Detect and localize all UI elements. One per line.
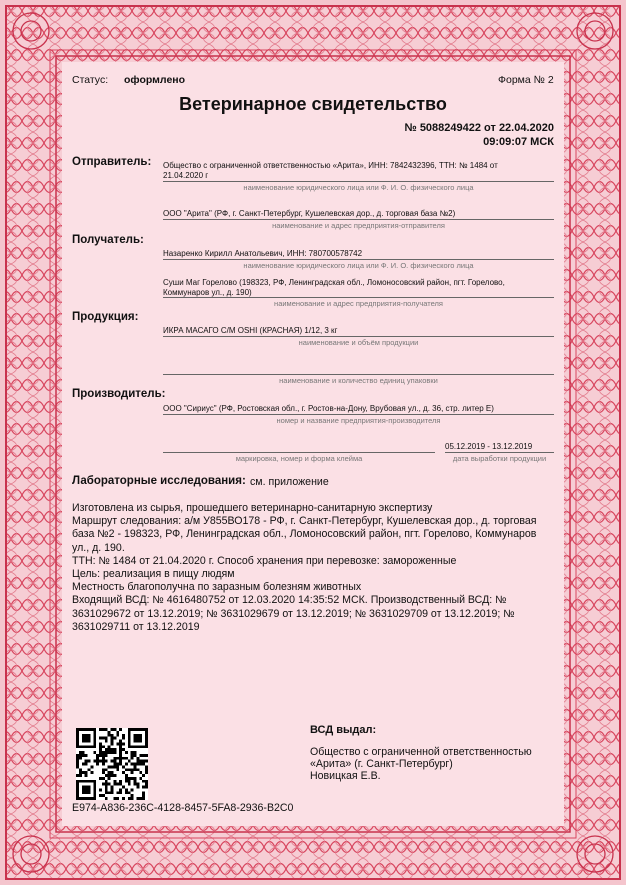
producer-name: ООО "Сириус" (РФ, Ростовская обл., г. Ростов-на-Дону, Врубовая ул., д. 36, стр. литер Е) xyxy=(163,404,494,413)
sender-enterprise: ООО "Арита" (РФ, г. Санкт-Петербург, Кушелевская дор., д. торговая база №2) xyxy=(163,209,456,218)
sender-legal-line2: 21.04.2020 г xyxy=(163,171,209,180)
recipient-enterprise-line2: Коммунаров ул., д. 190) xyxy=(163,288,252,297)
production-dates-caption: дата выработки продукции xyxy=(452,454,547,463)
production-dates: 05.12.2019 - 13.12.2019 xyxy=(445,442,533,451)
marking-caption: маркировка, номер и форма клейма xyxy=(235,454,363,463)
producer-label: Производитель: xyxy=(72,388,166,400)
certificate-time: 09:09:07 МСК xyxy=(483,136,554,148)
lab-value: см. приложение xyxy=(250,476,329,488)
sender-legal-line1: Общество с ограниченной ответственностью «Арита», ИНН: 7842432396, ТТН: № 1484 от xyxy=(163,161,498,170)
recipient-enterprise-line1: Суши Маг Горелово (198323, РФ, Ленинградская обл., Ломоносовский район, пгт. Горелово, xyxy=(163,278,505,287)
lab-label: Лабораторные исследования: xyxy=(72,475,246,487)
status-label: Статус: xyxy=(72,74,109,86)
issuer-person: Новицкая Е.В. xyxy=(310,770,381,782)
recipient-person: Назаренко Кирилл Анатольевич, ИНН: 780700578742 xyxy=(163,249,363,258)
document-title: Ветеринарное свидетельство xyxy=(179,94,447,114)
details-incoming: Входящий ВСД: № 4616480752 от 12.03.2020 14:35:52 МСК. Производственный ВСД: № 3631029672 от 13.12.2019; № 3631029679 от 13.12.2019; № 3631029709 от 13.12.2019; № 3631029711 от 13.12.2019 xyxy=(72,594,515,633)
marking-underline xyxy=(163,452,435,453)
sender-legal-caption: наименование юридического лица или Ф. И. О. физического лица xyxy=(243,183,474,192)
recipient-person-underline xyxy=(163,259,554,260)
details-ttn: ТТН: № 1484 от 21.04.2020 г. Способ хранения при перевозке: замороженные xyxy=(72,554,457,567)
product-name-caption: наименование и объём продукции xyxy=(298,338,419,347)
details-line1: Изготовлена из сырья, прошедшего ветеринарно-санитарную экспертизу xyxy=(72,502,433,514)
certificate-number: № 5088249422 от 22.04.2020 xyxy=(404,122,554,134)
issuer-label: ВСД выдал: xyxy=(310,724,377,736)
document-uuid: E974-A836-236C-4128-8457-5FA8-2936-B2C0 xyxy=(72,802,294,814)
sender-legal-underline xyxy=(163,181,554,182)
product-package-caption: наименование и количество единиц упаковки xyxy=(279,376,438,385)
recipient-enterprise-underline xyxy=(163,297,554,298)
recipient-enterprise-caption: наименование и адрес предприятия-получателя xyxy=(274,299,443,308)
details-locality: Местность благополучна по заразным болезням животных xyxy=(72,581,362,594)
recipient-label: Получатель: xyxy=(72,234,144,246)
details-route: Маршрут следования: а/м У855ВО178 - РФ, г. Санкт-Петербург, Кушелевская дор., д. торговая база №2 - 198323, РФ, Ленинградская обл., Ломоносовский район, пгт. Горелово, Коммунаров ул., д. 190. xyxy=(72,515,537,554)
production-dates-underline xyxy=(445,452,554,453)
form-number: Форма № 2 xyxy=(498,74,554,86)
details-block xyxy=(72,502,552,634)
issuer-org-line2: «Арита» (г. Санкт-Петербург) xyxy=(310,758,453,770)
issuer-org-line1: Общество с ограниченной ответственностью xyxy=(310,746,532,758)
details-purpose: Цель: реализация в пищу людям xyxy=(72,568,235,581)
sender-enterprise-caption: наименование и адрес предприятия-отправителя xyxy=(272,221,445,230)
producer-name-underline xyxy=(163,414,554,415)
status-value: оформлено xyxy=(124,74,186,86)
product-label: Продукция: xyxy=(72,311,139,323)
recipient-person-caption: наименование юридического лица или Ф. И. О. физического лица xyxy=(243,261,474,270)
product-name: ИКРА МАСАГО С/М OSHI (КРАСНАЯ) 1/12, 3 кг xyxy=(163,326,338,335)
product-name-underline xyxy=(163,336,554,337)
sender-label: Отправитель: xyxy=(72,156,152,168)
sender-enterprise-underline xyxy=(163,219,554,220)
producer-name-caption: номер и название предприятия-производителя xyxy=(276,416,441,425)
qr-code-icon xyxy=(76,728,148,800)
product-package-underline xyxy=(163,374,554,375)
